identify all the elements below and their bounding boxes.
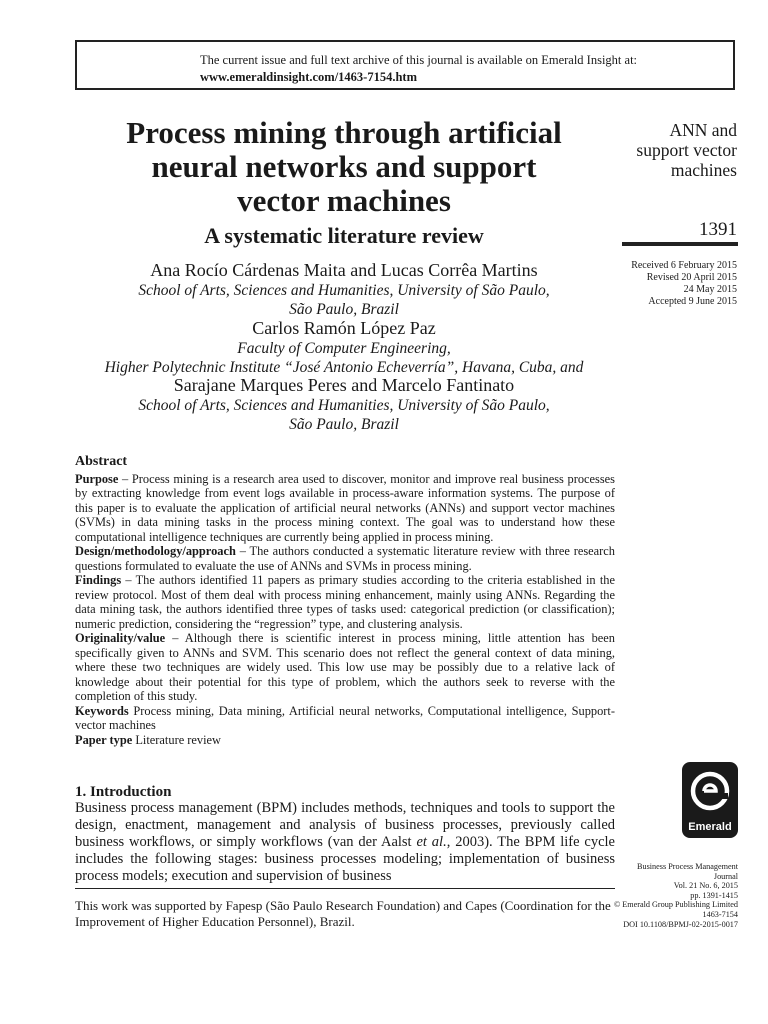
intro-text: Business process management (BPM) includes methods, techniques and tools to support the design, enactment, management and analysis of business processes, previously called business workflows, or simply workflows (van der Aalst: [75, 800, 615, 850]
author-block: [72, 259, 616, 319]
journal-info-line: DOI 10.1108/BPMJ-02-2015-0017: [623, 919, 738, 929]
emerald-logo-text: Emerald: [688, 821, 732, 833]
keywords-label: Keywords: [75, 703, 129, 718]
author-affiliation: Faculty of Computer Engineering,: [237, 340, 451, 357]
sidebar-rule: [622, 242, 738, 246]
purpose-text: – Process mining is a research area used to discover, monitor and improve real business processes by extracting knowledge from event logs available in process-aware information systems. The purpose of this paper is to evaluate the application of artificial neural networks (ANNs) and support vector machines (SVMs) in data mining tasks in the process mining context. The goal was to understand how these computational intelligence techniques are currently being applied in process mining.: [75, 471, 615, 544]
author-affiliation: São Paulo, Brazil: [289, 416, 399, 433]
journal-info-line: Vol. 21 No. 6, 2015: [673, 881, 738, 891]
author-names: Ana Rocío Cárdenas Maita and Lucas Corrêa Martins: [150, 260, 538, 280]
paper-type-label: Paper type: [75, 732, 133, 747]
notice-text: The current issue and full text archive of this journal is available on Emerald Insight at:: [200, 53, 638, 67]
design-text: – The authors conducted a systematic literature review with three research questions formulated to evaluate the use of ANNs and SVMs in process mining.: [75, 544, 615, 573]
title-line: vector machines: [237, 183, 451, 218]
purpose-label: Purpose: [75, 471, 119, 486]
abstract-purpose: [75, 472, 615, 545]
footnote-divider: [75, 888, 615, 889]
abstract-heading: Abstract: [75, 454, 128, 469]
funding-footnote: This work was supported by Fapesp (São Paulo Research Foundation) and Capes (Coordination for the Improvement of Higher Education Personnel), Brazil.: [75, 898, 611, 929]
journal-info-line: pp. 1391-1415: [690, 890, 738, 900]
journal-info: [605, 862, 738, 929]
journal-info-line: Journal: [713, 871, 738, 881]
author-affiliation: School of Arts, Sciences and Humanities, University of São Paulo,: [138, 282, 550, 299]
author-block: [72, 374, 616, 434]
section-heading: 1. Introduction: [75, 784, 172, 800]
author-names: Carlos Ramón López Paz: [252, 318, 436, 338]
intro-text: , 2003). The BPM life cycle includes the following stages: business processes modeling; implementation of business process models; execution and supervision of business: [75, 834, 615, 884]
intro-citation-etal: et al.: [416, 834, 447, 850]
date-line: Accepted 9 June 2015: [648, 296, 737, 307]
paper-type-text: Literature review: [132, 732, 221, 747]
author-affiliation: Higher Polytechnic Institute “José Antonio Echeverría”, Havana, Cuba, and: [104, 359, 584, 376]
author-block: [72, 317, 616, 377]
journal-info-line: 1463-7154: [702, 909, 738, 919]
journal-url-link[interactable]: www.emeraldinsight.com/1463-7154.htm: [200, 70, 417, 84]
abstract-paper-type: [75, 733, 615, 748]
paper-title: [72, 116, 616, 218]
author-affiliation: São Paulo, Brazil: [289, 301, 399, 318]
abstract-keywords: [75, 704, 615, 733]
emerald-e-icon: [682, 762, 738, 820]
date-line: Revised 20 April 2015: [646, 272, 737, 283]
date-line: Received 6 February 2015: [631, 260, 737, 271]
title-line: Process mining through artificial: [126, 115, 562, 150]
findings-label: Findings: [75, 573, 122, 587]
submission-dates: [600, 260, 737, 308]
journal-availability-notice: [75, 40, 735, 90]
title-line: neural networks and support: [151, 149, 537, 184]
date-line: 24 May 2015: [683, 284, 737, 295]
introduction-paragraph: [75, 800, 615, 885]
running-head-line: machines: [670, 160, 737, 180]
design-label: Design/methodology/approach: [75, 544, 236, 558]
journal-info-line: Business Process Management: [637, 862, 738, 871]
abstract-findings: [75, 573, 615, 631]
originality-label: Originality/value: [75, 631, 166, 645]
abstract-originality: [75, 631, 615, 704]
author-names: Sarajane Marques Peres and Marcelo Fantinato: [173, 375, 515, 395]
journal-info-line: © Emerald Group Publishing Limited: [613, 900, 738, 910]
page-number: 1391: [699, 219, 737, 240]
abstract-design: [75, 544, 615, 573]
running-head-line: support vector: [636, 140, 737, 160]
emerald-logo: [682, 762, 738, 838]
paper-subtitle: A systematic literature review: [204, 223, 484, 248]
author-affiliation: School of Arts, Sciences and Humanities, University of São Paulo,: [138, 397, 550, 414]
running-head: [622, 120, 737, 180]
findings-text: – The authors identified 11 papers as primary studies according to the criteria established in the review protocol. Most of them deal with process mining enhancement, mainly using ANNs. Regarding the data mining task, the authors identified three types of tasks used: categorical prediction (or classification); numeric prediction, considering the “regression” type, and clustering analysis.: [75, 573, 615, 631]
abstract-section: [75, 455, 615, 747]
running-head-line: ANN and: [669, 120, 737, 140]
originality-text: – Although there is scientific interest in process mining, little attention has been specifically given to ANNs and SVM. This scenario does not reflect the general context of data mining, where these two techniques are widely used. This low use may be possibly due to a relative lack of knowledge about their potential for this type of problem, which the authors seek to reverse with the completion of this study.: [75, 631, 615, 703]
keywords-text: Process mining, Data mining, Artificial neural networks, Computational intelligence, Support-vector machines: [75, 703, 615, 732]
